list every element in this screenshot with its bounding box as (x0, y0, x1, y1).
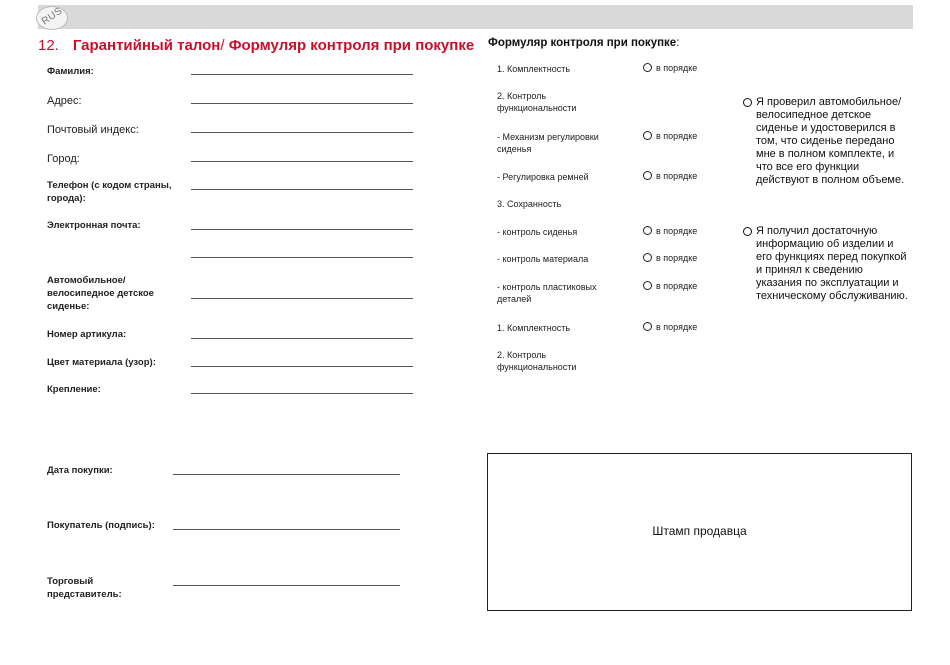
checklist-item: 2. Контроль функциональности (497, 350, 577, 372)
surname-field[interactable] (191, 74, 413, 75)
article-field[interactable] (191, 338, 413, 339)
color-label: Цвет материала (узор): (47, 357, 156, 368)
radio-circle-icon (643, 171, 652, 180)
title-part1: Гарантийный талон (72, 37, 221, 54)
header-bar (38, 5, 913, 29)
radio-circle-icon (743, 227, 752, 236)
phone-label: Телефон (с кодом страны, города): (47, 180, 172, 204)
postcode-field[interactable] (191, 132, 413, 133)
fastening-label: Крепление: (47, 384, 101, 395)
seat-field[interactable] (191, 298, 413, 299)
buyer-signature-field[interactable] (173, 529, 400, 530)
purchase-date-field[interactable] (173, 474, 400, 475)
phone-field[interactable] (191, 189, 413, 190)
title-slash: / (220, 37, 225, 54)
ok-option[interactable] (643, 253, 697, 263)
checklist-title-text: Формуляр контроля при покупке (488, 37, 677, 49)
seller-label: Торговый представитель: (47, 576, 122, 600)
checklist-item: - Механизм регулировки сиденья (497, 132, 599, 154)
article-label: Номер артикула: (47, 329, 127, 340)
checklist-item: 3. Сохранность (497, 199, 562, 209)
confirmation-informed[interactable] (743, 225, 908, 303)
ok-label: в порядке (656, 253, 698, 263)
checklist-item: 1. Комплектность (497, 323, 571, 333)
radio-circle-icon (643, 63, 652, 72)
ok-option[interactable] (643, 63, 697, 73)
language-badge (36, 6, 68, 30)
checklist-item: 1. Комплектность (497, 64, 571, 74)
fastening-field[interactable] (191, 393, 413, 394)
ok-label: в порядке (656, 131, 698, 141)
email-label: Электронная почта: (47, 220, 141, 231)
ok-option[interactable] (643, 322, 697, 332)
ok-label: в порядке (656, 63, 698, 73)
address-label: Адрес: (47, 95, 82, 107)
radio-circle-icon (643, 253, 652, 262)
email-field[interactable] (191, 229, 413, 230)
ok-option[interactable] (643, 131, 697, 141)
confirmation-checked[interactable] (743, 96, 908, 187)
ok-label: в порядке (656, 171, 698, 181)
confirmation-text: Я проверил автомобильное/ велосипедное детское сиденье и удостоверился в том, что сиденье передано мне в полном комплекте, и что все его функции действуют в полном объеме. (756, 96, 905, 186)
ok-option[interactable] (643, 281, 697, 291)
city-label: Город: (47, 153, 80, 165)
seat-label: Автомобильное/ велосипедное детское сиденье: (47, 275, 154, 312)
section-number: 12. (38, 37, 59, 54)
email-field-extra[interactable] (191, 257, 413, 258)
color-field[interactable] (191, 366, 413, 367)
purchase-date-label: Дата покупки: (47, 465, 113, 476)
radio-circle-icon (643, 131, 652, 140)
buyer-label: Покупатель (подпись): (47, 520, 155, 531)
stamp-label: Штамп продавца (652, 524, 747, 538)
checklist-item: - Регулировка ремней (497, 172, 589, 182)
radio-circle-icon (643, 226, 652, 235)
ok-label: в порядке (656, 322, 698, 332)
radio-circle-icon (643, 281, 652, 290)
radio-circle-icon (743, 98, 752, 107)
ok-option[interactable] (643, 171, 697, 181)
checklist-item: 2. Контроль функциональности (497, 91, 577, 113)
ok-label: в порядке (656, 226, 698, 236)
checklist-title-colon: : (676, 37, 680, 49)
address-field[interactable] (191, 103, 413, 104)
checklist-title (488, 37, 679, 49)
radio-circle-icon (643, 322, 652, 331)
seller-stamp-box (487, 453, 912, 611)
surname-label: Фамилия: (47, 66, 94, 77)
checklist-item: - контроль пластиковых деталей (497, 282, 597, 304)
title-part2: Формуляр контроля при покупке (224, 37, 475, 54)
page-title (38, 37, 474, 54)
language-badge-text: RUS (39, 5, 65, 28)
seller-field[interactable] (173, 585, 400, 586)
city-field[interactable] (191, 161, 413, 162)
checklist-item: - контроль сиденья (497, 227, 578, 237)
confirmation-text: Я получил достаточную информацию об изделии и его функциях перед покупкой и принял к сведению указания по эксплуатации и техническому обслуживанию. (756, 225, 908, 302)
postcode-label: Почтовый индекс: (47, 124, 139, 136)
ok-label: в порядке (656, 281, 698, 291)
ok-option[interactable] (643, 226, 697, 236)
checklist-item: - контроль материала (497, 254, 589, 264)
